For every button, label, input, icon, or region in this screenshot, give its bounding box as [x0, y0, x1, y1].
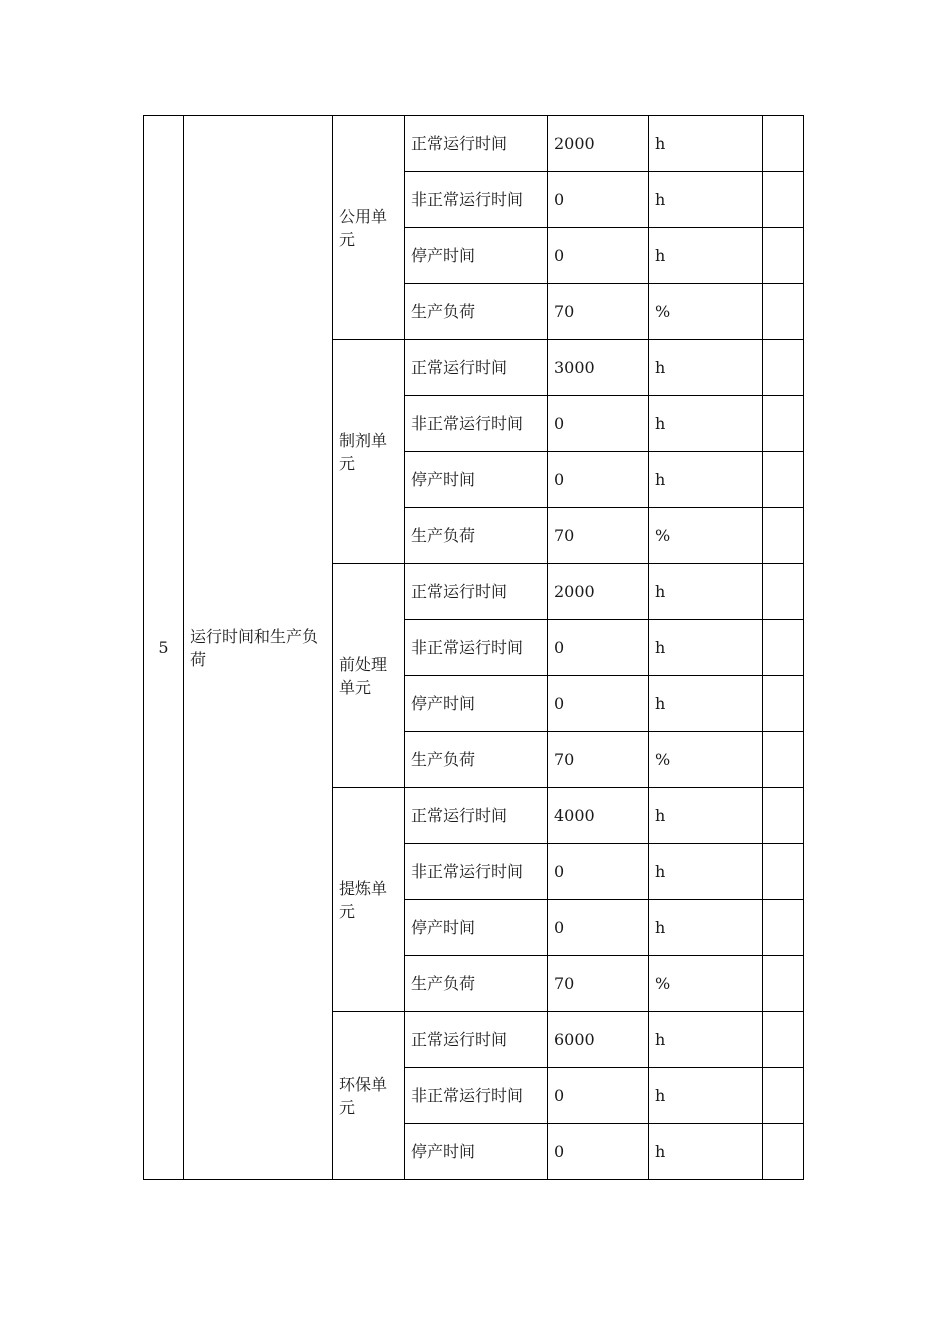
remark-cell: [763, 228, 804, 284]
item-label-cell: 非正常运行时间: [405, 1068, 548, 1124]
item-label-cell: 非正常运行时间: [405, 396, 548, 452]
row-number-cell: 5: [144, 116, 184, 1180]
item-value-cell: 70: [548, 732, 649, 788]
remark-cell: [763, 284, 804, 340]
remark-cell: [763, 900, 804, 956]
item-value-cell: 70: [548, 284, 649, 340]
item-label-cell: 正常运行时间: [405, 116, 548, 172]
item-label-cell: 停产时间: [405, 1124, 548, 1180]
item-unit-cell: h: [649, 620, 763, 676]
item-unit-cell: h: [649, 172, 763, 228]
item-label-cell: 停产时间: [405, 676, 548, 732]
item-unit-cell: h: [649, 1068, 763, 1124]
unit-name-cell: 公用单元: [333, 116, 405, 340]
item-value-cell: 70: [548, 956, 649, 1012]
item-unit-cell: h: [649, 228, 763, 284]
item-unit-cell: h: [649, 1012, 763, 1068]
item-label-cell: 停产时间: [405, 452, 548, 508]
item-value-cell: 0: [548, 620, 649, 676]
item-label-cell: 正常运行时间: [405, 564, 548, 620]
item-value-cell: 6000: [548, 1012, 649, 1068]
item-value-cell: 0: [548, 844, 649, 900]
item-unit-cell: h: [649, 1124, 763, 1180]
table-row: [144, 116, 804, 172]
unit-name-cell: 前处理单元: [333, 564, 405, 788]
item-unit-cell: h: [649, 452, 763, 508]
unit-name-cell: 制剂单元: [333, 340, 405, 564]
item-label-cell: 生产负荷: [405, 732, 548, 788]
remark-cell: [763, 956, 804, 1012]
remark-cell: [763, 1012, 804, 1068]
item-value-cell: 0: [548, 228, 649, 284]
item-value-cell: 3000: [548, 340, 649, 396]
remark-cell: [763, 788, 804, 844]
item-unit-cell: h: [649, 340, 763, 396]
item-value-cell: 2000: [548, 564, 649, 620]
remark-cell: [763, 340, 804, 396]
unit-name-cell: 环保单元: [333, 1012, 405, 1180]
item-label-cell: 停产时间: [405, 900, 548, 956]
item-label-cell: 非正常运行时间: [405, 172, 548, 228]
remark-cell: [763, 508, 804, 564]
item-value-cell: 0: [548, 1068, 649, 1124]
item-unit-cell: %: [649, 508, 763, 564]
remark-cell: [763, 396, 804, 452]
item-label-cell: 生产负荷: [405, 508, 548, 564]
item-label-cell: 正常运行时间: [405, 340, 548, 396]
item-unit-cell: %: [649, 284, 763, 340]
item-unit-cell: h: [649, 676, 763, 732]
item-value-cell: 70: [548, 508, 649, 564]
item-value-cell: 0: [548, 396, 649, 452]
item-value-cell: 0: [548, 452, 649, 508]
item-label-cell: 正常运行时间: [405, 788, 548, 844]
item-unit-cell: h: [649, 900, 763, 956]
remark-cell: [763, 564, 804, 620]
item-label-cell: 生产负荷: [405, 956, 548, 1012]
item-unit-cell: %: [649, 956, 763, 1012]
item-value-cell: 0: [548, 1124, 649, 1180]
remark-cell: [763, 116, 804, 172]
item-label-cell: 正常运行时间: [405, 1012, 548, 1068]
item-value-cell: 4000: [548, 788, 649, 844]
remark-cell: [763, 1068, 804, 1124]
remark-cell: [763, 452, 804, 508]
item-unit-cell: h: [649, 844, 763, 900]
remark-cell: [763, 620, 804, 676]
remark-cell: [763, 172, 804, 228]
unit-name-cell: 提炼单元: [333, 788, 405, 1012]
item-unit-cell: %: [649, 732, 763, 788]
item-label-cell: 生产负荷: [405, 284, 548, 340]
item-unit-cell: h: [649, 116, 763, 172]
item-label-cell: 停产时间: [405, 228, 548, 284]
item-label-cell: 非正常运行时间: [405, 844, 548, 900]
item-value-cell: 0: [548, 900, 649, 956]
item-unit-cell: h: [649, 564, 763, 620]
item-value-cell: 2000: [548, 116, 649, 172]
item-value-cell: 0: [548, 676, 649, 732]
remark-cell: [763, 1124, 804, 1180]
remark-cell: [763, 676, 804, 732]
operation-time-table: [143, 115, 804, 1180]
remark-cell: [763, 732, 804, 788]
category-cell: 运行时间和生产负荷: [184, 116, 333, 1180]
item-value-cell: 0: [548, 172, 649, 228]
remark-cell: [763, 844, 804, 900]
item-label-cell: 非正常运行时间: [405, 620, 548, 676]
item-unit-cell: h: [649, 396, 763, 452]
item-unit-cell: h: [649, 788, 763, 844]
